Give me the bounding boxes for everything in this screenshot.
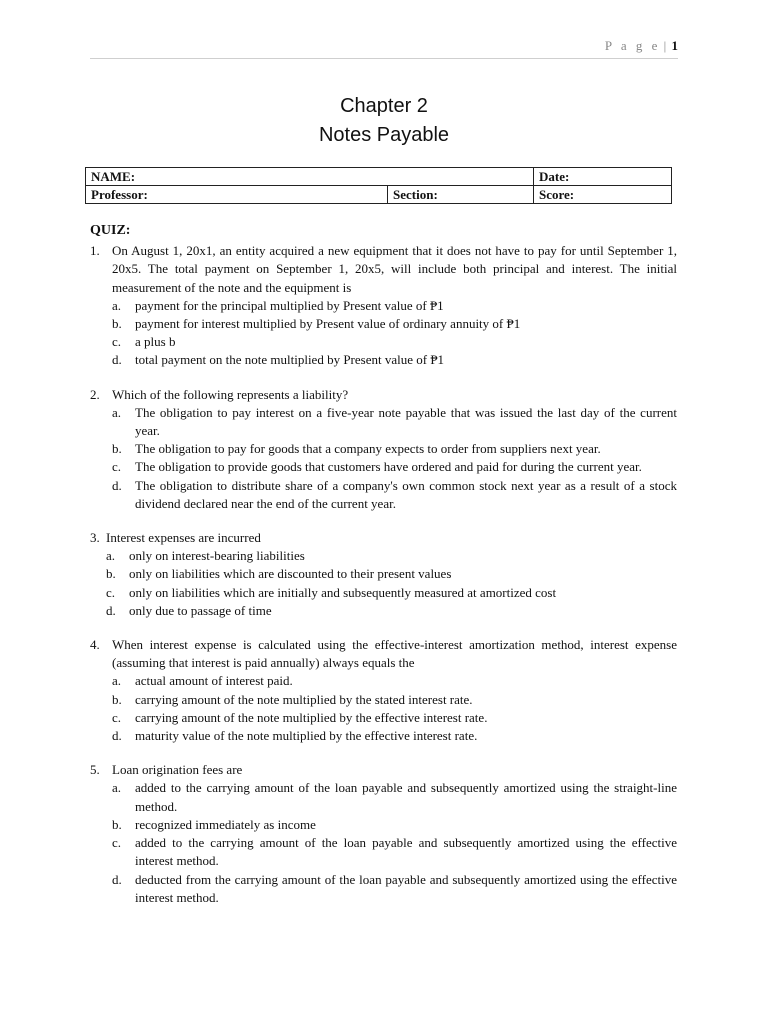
choice-text: The obligation to pay interest on a five-year note payable that was issued the last day of the current year. [135, 404, 677, 439]
choice-text: only on interest-bearing liabilities [129, 548, 305, 564]
choice-letter: d. [106, 602, 116, 618]
info-row [86, 168, 672, 186]
choice-b[interactable] [112, 691, 677, 709]
choice-text: recognized immediately as income [135, 816, 316, 832]
score-field[interactable]: Score: [534, 186, 672, 204]
question-number: 1. [90, 243, 100, 259]
choice-a[interactable] [112, 297, 677, 315]
choice-letter: c. [112, 334, 122, 350]
question-row [90, 761, 677, 779]
choice-list [112, 672, 677, 745]
choice-c[interactable] [112, 458, 677, 476]
question-4 [90, 636, 677, 745]
choice-text: carrying amount of the note multiplied by the stated interest rate. [135, 691, 473, 707]
choice-letter: d. [112, 728, 122, 744]
choice-letter: b. [106, 566, 116, 582]
choice-c[interactable] [106, 584, 677, 602]
choice-letter: d. [112, 477, 122, 493]
choice-b[interactable] [112, 315, 677, 333]
choice-text: actual amount of interest paid. [135, 673, 293, 689]
chapter-title: Chapter 2 [340, 95, 428, 117]
choice-text: total payment on the note multiplied by Present value of ₱1 [135, 352, 445, 368]
choice-letter: a. [112, 404, 122, 420]
choice-text: carrying amount of the note multiplied by the effective interest rate. [135, 709, 488, 725]
choice-text: The obligation to provide goods that customers have ordered and paid for during the current year. [135, 459, 642, 475]
choice-c[interactable] [112, 333, 677, 351]
question-3 [90, 529, 677, 620]
choice-letter: a. [112, 673, 122, 689]
choice-letter: c. [106, 584, 116, 600]
choice-letter: b. [112, 441, 122, 457]
question-row [90, 386, 677, 404]
info-row [86, 186, 672, 204]
question-2 [90, 386, 677, 513]
choice-d[interactable] [112, 477, 677, 513]
professor-field[interactable]: Professor: [86, 186, 388, 204]
question-stem: Interest expenses are incurred [106, 530, 261, 546]
choice-letter: b. [112, 316, 122, 332]
choice-letter: b. [112, 816, 122, 832]
question-number: 5. [90, 762, 100, 778]
choice-letter: d. [112, 871, 122, 887]
choice-text: only due to passage of time [129, 602, 272, 618]
question-5 [90, 761, 677, 907]
choice-text: only on liabilities which are discounted to their present values [129, 566, 452, 582]
choice-list [112, 404, 677, 513]
title-block [0, 92, 768, 150]
page-number: 1 [671, 38, 678, 53]
question-row [90, 242, 677, 297]
page-separator: | [663, 38, 667, 53]
question-number: 2. [90, 386, 100, 402]
choice-a[interactable] [112, 779, 677, 815]
choice-a[interactable] [112, 404, 677, 440]
choice-c[interactable] [112, 709, 677, 727]
question-stem: When interest expense is calculated using the effective-interest amortization method, interest expense (assuming that interest is paid annually) always equals the [112, 637, 677, 671]
choice-d[interactable] [106, 602, 677, 620]
choice-letter: a. [112, 297, 122, 313]
choice-text: The obligation to distribute share of a company's own common stock next year as a result of a stock dividend declared near the end of the current year. [135, 477, 677, 511]
choice-text: deducted from the carrying amount of the loan payable and subsequently amortized using the effective interest method. [135, 871, 677, 905]
name-field[interactable]: NAME: [86, 168, 534, 186]
page-label: P a g e [604, 38, 661, 53]
choice-list [112, 779, 677, 906]
choice-text: payment for interest multiplied by Present value of ordinary annuity of ₱1 [135, 316, 521, 332]
choice-letter: a. [112, 780, 122, 796]
choice-text: added to the carrying amount of the loan payable and subsequently amortized using the effective interest method. [135, 835, 677, 869]
choice-c[interactable] [112, 834, 677, 870]
choice-d[interactable] [112, 871, 677, 907]
choice-b[interactable] [106, 565, 677, 583]
choice-text: maturity value of the note multiplied by the effective interest rate. [135, 728, 478, 744]
choice-b[interactable] [112, 440, 677, 458]
choice-list [106, 547, 677, 620]
section-field[interactable]: Section: [388, 186, 534, 204]
choice-text: added to the carrying amount of the loan payable and subsequently amortized using the straight-line method. [135, 780, 677, 814]
choice-letter: b. [112, 691, 122, 707]
date-field[interactable]: Date: [534, 168, 672, 186]
question-stem: Which of the following represents a liability? [112, 386, 349, 402]
choice-letter: c. [112, 459, 122, 475]
question-number: 4. [90, 637, 100, 653]
question-stem: Loan origination fees are [112, 762, 243, 778]
question-stem: On August 1, 20x1, an entity acquired a new equipment that it does not have to pay for until September 1, 20x5. The total payment on September 1, 20x5, will include both principal and interest. The initial measurement of the note and the equipment is [112, 243, 677, 295]
chapter-subtitle: Notes Payable [318, 124, 450, 146]
question-row [90, 636, 677, 672]
choice-text: a plus b [135, 334, 176, 350]
choice-a[interactable] [106, 547, 677, 565]
choice-letter: c. [112, 709, 122, 725]
quiz-section [90, 222, 677, 907]
question-1 [90, 242, 677, 369]
choice-text: The obligation to pay for goods that a company expects to order from suppliers next year. [135, 441, 601, 457]
choice-d[interactable] [112, 351, 677, 369]
choice-b[interactable] [112, 816, 677, 834]
question-number: 3. [90, 530, 100, 546]
choice-letter: a. [106, 548, 116, 564]
student-info-table [85, 167, 672, 204]
choice-a[interactable] [112, 672, 677, 690]
choice-letter: d. [112, 352, 122, 368]
choice-text: payment for the principal multiplied by Present value of ₱1 [135, 297, 444, 313]
quiz-label: QUIZ: [90, 223, 131, 238]
choice-d[interactable] [112, 727, 677, 745]
page-header [90, 38, 678, 59]
choice-letter: c. [112, 835, 122, 851]
choice-text: only on liabilities which are initially and subsequently measured at amortized cost [129, 584, 557, 600]
choice-list [112, 297, 677, 370]
question-row [90, 529, 677, 547]
